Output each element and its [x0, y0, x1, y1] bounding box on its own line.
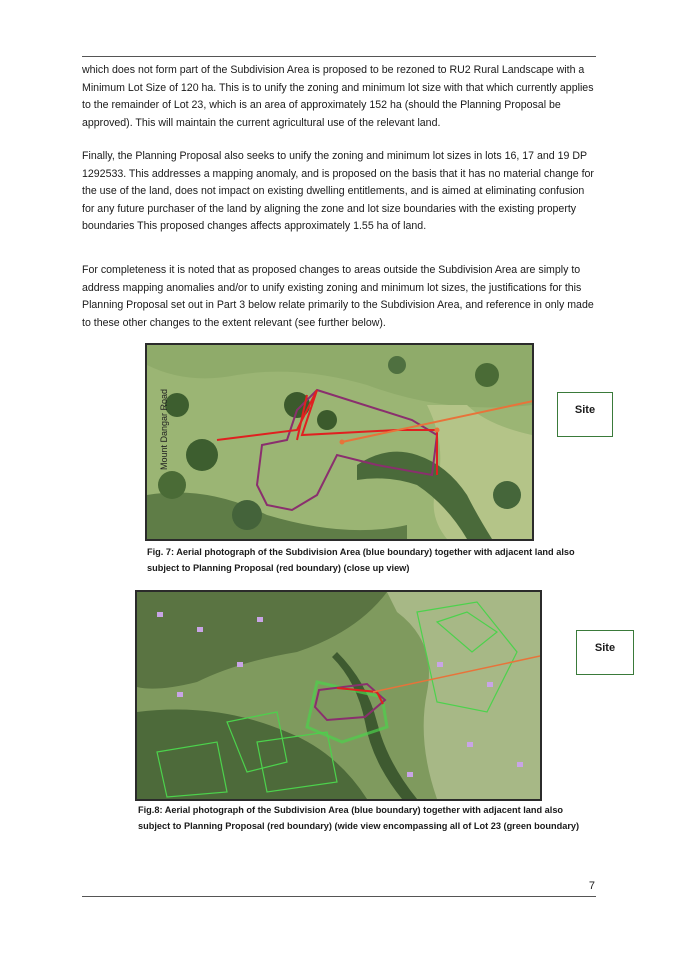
paragraph-3: For completeness it is noted that as proposed changes to areas outside the Subdivision Area are simply to address mapping anomalies and/or to unify existing zoning and minimum lot sizes, the justifications for this Planning Proposal set out in Part 3 below relate primarily to the Subdivision Area, and reference in only made to these other changes to the extent relevant (see further below).: [82, 264, 594, 329]
paragraph-1: which does not form part of the Subdivision Area is proposed to be rezoned to RU2 Rural Landscape with a Minimum Lot Size of 120 ha. This is to unify the zoning and minimum lot size with that which currently applies to the remainder of Lot 23, which is an area of approximately 152 ha (should the Planning Proposal be approved). This will maintain the current agricultural use of the relevant land.: [82, 64, 594, 129]
figure-8-map: [137, 592, 540, 799]
figure-7-site-label: Site: [557, 392, 613, 437]
figure-8-site-label: Site: [576, 630, 634, 675]
footer-rule: [82, 896, 596, 897]
figure-8-aerial-photo: [135, 590, 542, 801]
header-rule: [82, 56, 596, 57]
figure-7-caption: Fig. 7: Aerial photograph of the Subdivision Area (blue boundary) together with adjacent land also subject to Planning Proposal (red boundary) (close up view): [147, 547, 575, 573]
road-label: Mount Dangar Road: [159, 388, 169, 470]
page-number: 7: [588, 880, 595, 892]
figure-7-aerial-photo: [145, 343, 534, 541]
figure-7-map: [147, 345, 532, 539]
paragraph-2: Finally, the Planning Proposal also seeks to unify the zoning and minimum lot sizes in lots 16, 17 and 19 DP 1292533. This addresses a mapping anomaly, and is proposed on the basis that it has no material change for the use of the land, does not impact on existing dwelling entitlements, and is aimed at eliminating confusion for any future purchaser of the land by aligning the zone and lot size boundaries with the existing property boundaries This proposed changes affects approximately 1.55 ha of land.: [82, 150, 594, 233]
figure-8-caption: Fig.8: Aerial photograph of the Subdivision Area (blue boundary) together with adjacent land also subject to Planning Proposal (red boundary) (wide view encompassing all of Lot 23 (green boundary): [138, 805, 580, 831]
